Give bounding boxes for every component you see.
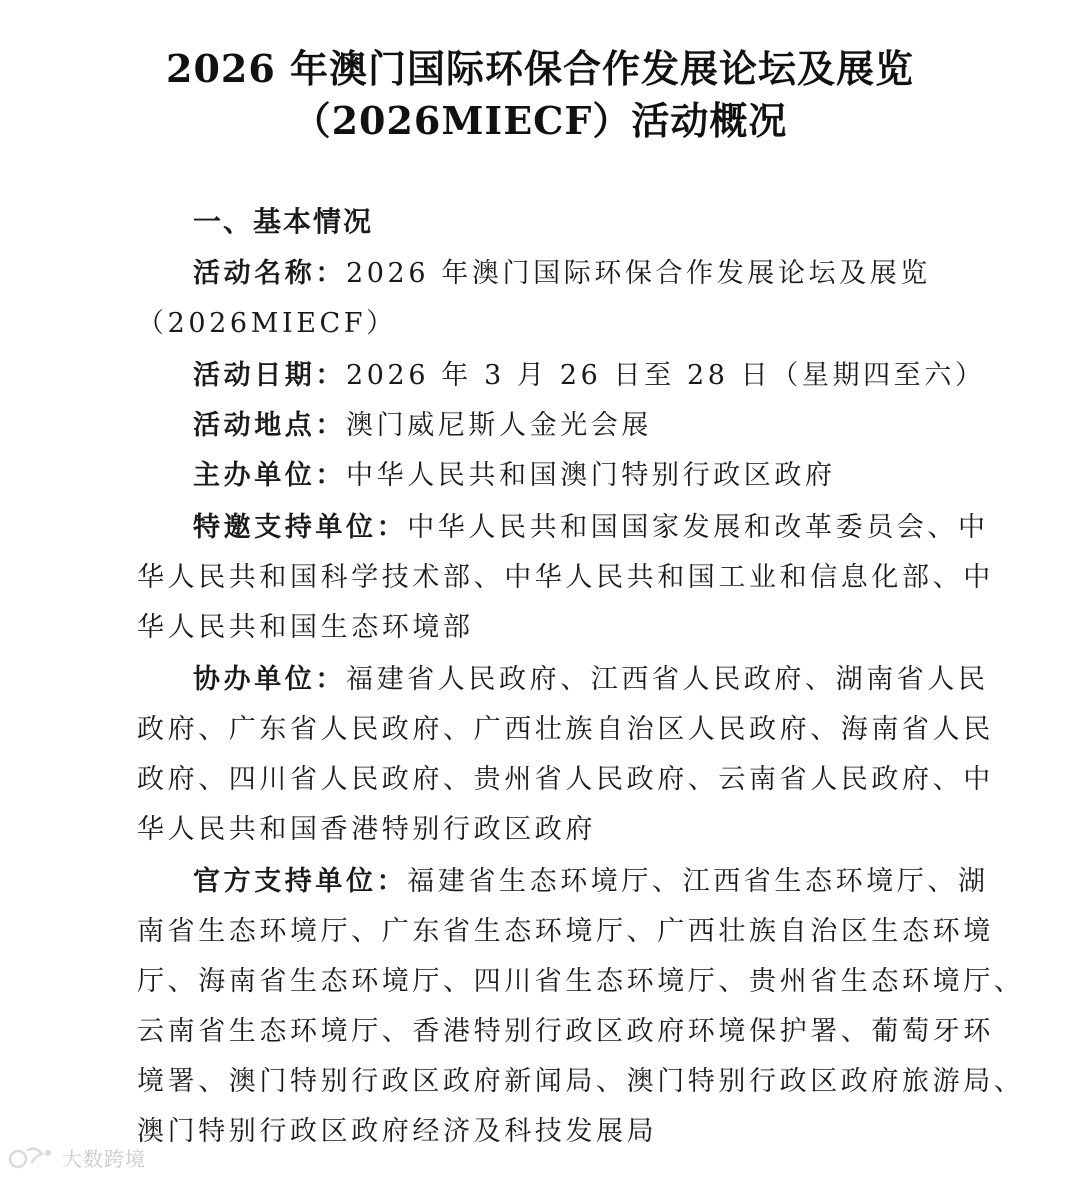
event-venue-value: 澳门威尼斯人金光会展 (346, 410, 652, 441)
special-support-row (193, 506, 989, 550)
official-support-line4: 云南省生态环境厅、香港特别行政区政府环境保护署、葡萄牙环 (137, 1016, 994, 1047)
official-support-line6: 澳门特别行政区政府经济及科技发展局 (137, 1116, 658, 1147)
special-support-line1: 中华人民共和国国家发展和改革委员会、中 (407, 512, 989, 543)
co-organizers-label: 协办单位： (193, 664, 346, 695)
official-support-label: 官方支持单位： (193, 866, 408, 897)
event-date-label: 活动日期： (193, 360, 346, 391)
document-title-line2: （2026MIECF）活动概况 (292, 98, 788, 143)
co-organizers-line1: 福建省人民政府、江西省人民政府、湖南省人民 (346, 664, 989, 695)
official-support-row (193, 860, 989, 904)
brand-logo-icon (8, 1144, 56, 1170)
official-support-line5: 境署、澳门特别行政区政府新闻局、澳门特别行政区政府旅游局、 (137, 1066, 1025, 1097)
document-title-line1: 2026 年澳门国际环保合作发展论坛及展览 (166, 46, 914, 91)
event-name-value-line1: 2026 年澳门国际环保合作发展论坛及展览 (346, 258, 931, 289)
organizer-label: 主办单位： (193, 460, 346, 491)
event-name-value-line2: （2026MIECF） (137, 308, 397, 339)
event-venue-label: 活动地点： (193, 410, 346, 441)
section-heading-basic-info: 一、基本情况 (193, 205, 374, 238)
organizer-value: 中华人民共和国澳门特别行政区政府 (346, 460, 836, 491)
official-support-line2: 南省生态环境厅、广东省生态环境厅、广西壮族自治区生态环境 (137, 916, 994, 947)
official-support-line3: 厅、海南省生态环境厅、四川省生态环境厅、贵州省生态环境厅、 (137, 966, 1025, 997)
watermark (8, 1140, 146, 1174)
official-support-line1: 福建省生态环境厅、江西省生态环境厅、湖 (407, 866, 989, 897)
event-name-row (193, 252, 937, 296)
watermark-text: 大数跨境 (62, 1146, 146, 1171)
co-organizers-line4: 华人民共和国香港特别行政区政府 (137, 814, 596, 845)
special-support-line3: 华人民共和国生态环境部 (137, 612, 474, 643)
co-organizers-row (193, 658, 989, 702)
event-date-row (193, 354, 986, 398)
event-date-value: 2026 年 3 月 26 日至 28 日（星期四至六） (346, 360, 986, 391)
organizer-row (193, 454, 937, 498)
co-organizers-line3: 政府、四川省人民政府、贵州省人民政府、云南省人民政府、中 (137, 764, 994, 795)
special-support-label: 特邀支持单位： (193, 512, 408, 543)
event-name-label: 活动名称： (193, 258, 346, 289)
special-support-line2: 华人民共和国科学技术部、中华人民共和国工业和信息化部、中 (137, 562, 994, 593)
event-venue-row (193, 404, 937, 448)
co-organizers-line2: 政府、广东省人民政府、广西壮族自治区人民政府、海南省人民 (137, 714, 994, 745)
